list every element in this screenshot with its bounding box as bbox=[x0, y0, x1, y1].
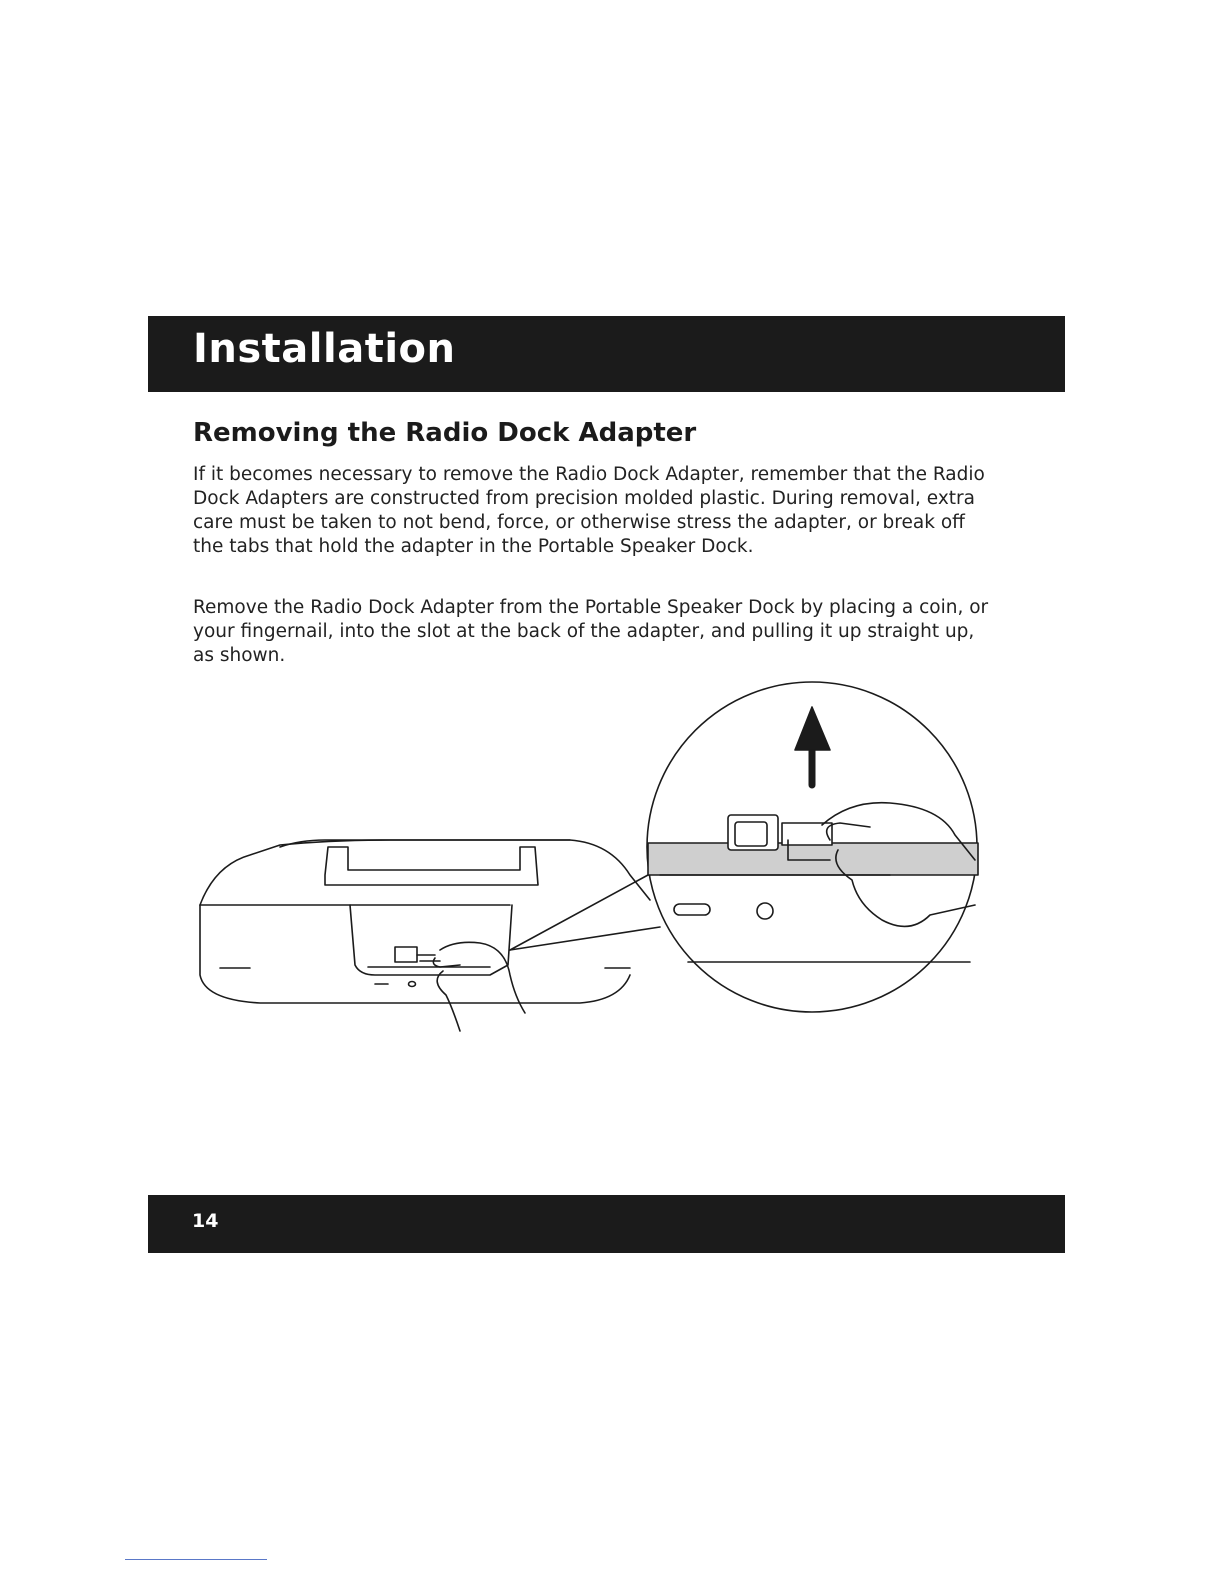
header-bar bbox=[148, 316, 1065, 392]
up-arrow-icon bbox=[795, 707, 830, 785]
paragraph-removal-caution: If it becomes necessary to remove the Radio Dock Adapter, remember that the Radio Dock Adapters are constructed from precision molded plastic. During removal, extra care must be taken to not bend, force, or otherwise stress the adapter, or break off the tabs that hold the adapter in the Portable Speaker Dock. bbox=[193, 464, 985, 557]
page-title: Installation bbox=[193, 326, 456, 372]
speaker-dock-illustration bbox=[190, 675, 990, 1045]
footer-bar bbox=[148, 1195, 1065, 1253]
decorative-rule bbox=[125, 1559, 267, 1560]
hand-icon bbox=[433, 942, 525, 1031]
paragraph-removal-steps: Remove the Radio Dock Adapter from the Portable Speaker Dock by placing a coin, or your fingernail, into the slot at the back of the adapter, and pulling it up straight up, as shown. bbox=[193, 597, 989, 666]
section-heading: Removing the Radio Dock Adapter bbox=[193, 418, 697, 448]
page-number: 14 bbox=[192, 1210, 219, 1232]
speaker-body bbox=[200, 840, 650, 1003]
